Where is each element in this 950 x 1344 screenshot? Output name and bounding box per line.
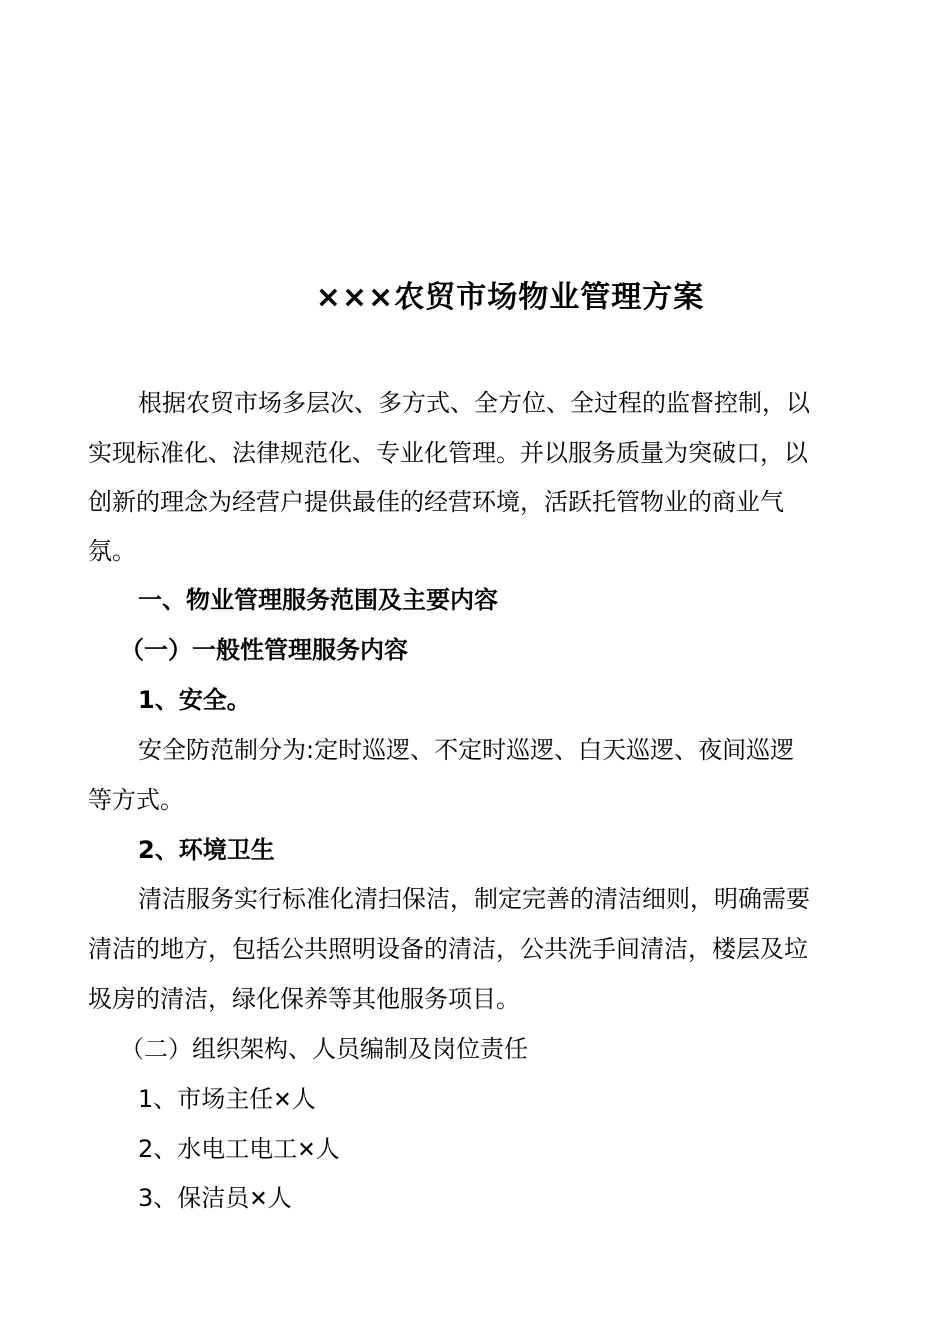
item2-line-2: 清洁的地方，包括公共照明设备的清洁，公共洗手间清洁，楼层及垃 <box>88 935 808 963</box>
x-mark-icon: ✕ <box>297 1138 316 1163</box>
intro-line-2: 实现标准化、法律规范化、专业化管理。并以服务质量为突破口，以 <box>88 439 808 467</box>
staff-item-3: 3、保洁员✕人 <box>138 1184 292 1212</box>
subsection-heading-2: （二）组织架构、人员编制及岗位责任 <box>120 1035 528 1063</box>
section-heading-1: 一、物业管理服务范围及主要内容 <box>138 586 498 614</box>
document-title: ×××农贸市场物业管理方案 <box>315 280 705 315</box>
intro-line-4: 氛。 <box>88 537 136 565</box>
item1-line-2: 等方式。 <box>88 786 184 814</box>
item2-line-1: 清洁服务实行标准化清扫保洁，制定完善的清洁细则，明确需要 <box>138 885 810 913</box>
x-mark-icon: ✕ <box>249 1187 268 1212</box>
staff-item-2: 2、水电工电工✕人 <box>138 1135 340 1163</box>
item-heading-1: 1、安全。 <box>138 686 251 714</box>
item2-line-3: 圾房的清洁，绿化保养等其他服务项目。 <box>88 985 520 1013</box>
staff-item-1: 1、市场主任✕人 <box>138 1085 316 1113</box>
item-heading-2: 2、环境卫生 <box>138 836 275 864</box>
x-mark-icon: ✕ <box>273 1088 292 1113</box>
item1-line-1: 安全防范制分为:定时巡逻、不定时巡逻、白天巡逻、夜间巡逻 <box>138 736 795 764</box>
title-area <box>0 0 950 400</box>
intro-line-3: 创新的理念为经营户提供最佳的经营环境，活跃托管物业的商业气 <box>88 488 784 516</box>
subsection-heading-1: （一）一般性管理服务内容 <box>120 636 408 664</box>
intro-line-1: 根据农贸市场多层次、多方式、全方位、全过程的监督控制，以 <box>138 389 810 417</box>
